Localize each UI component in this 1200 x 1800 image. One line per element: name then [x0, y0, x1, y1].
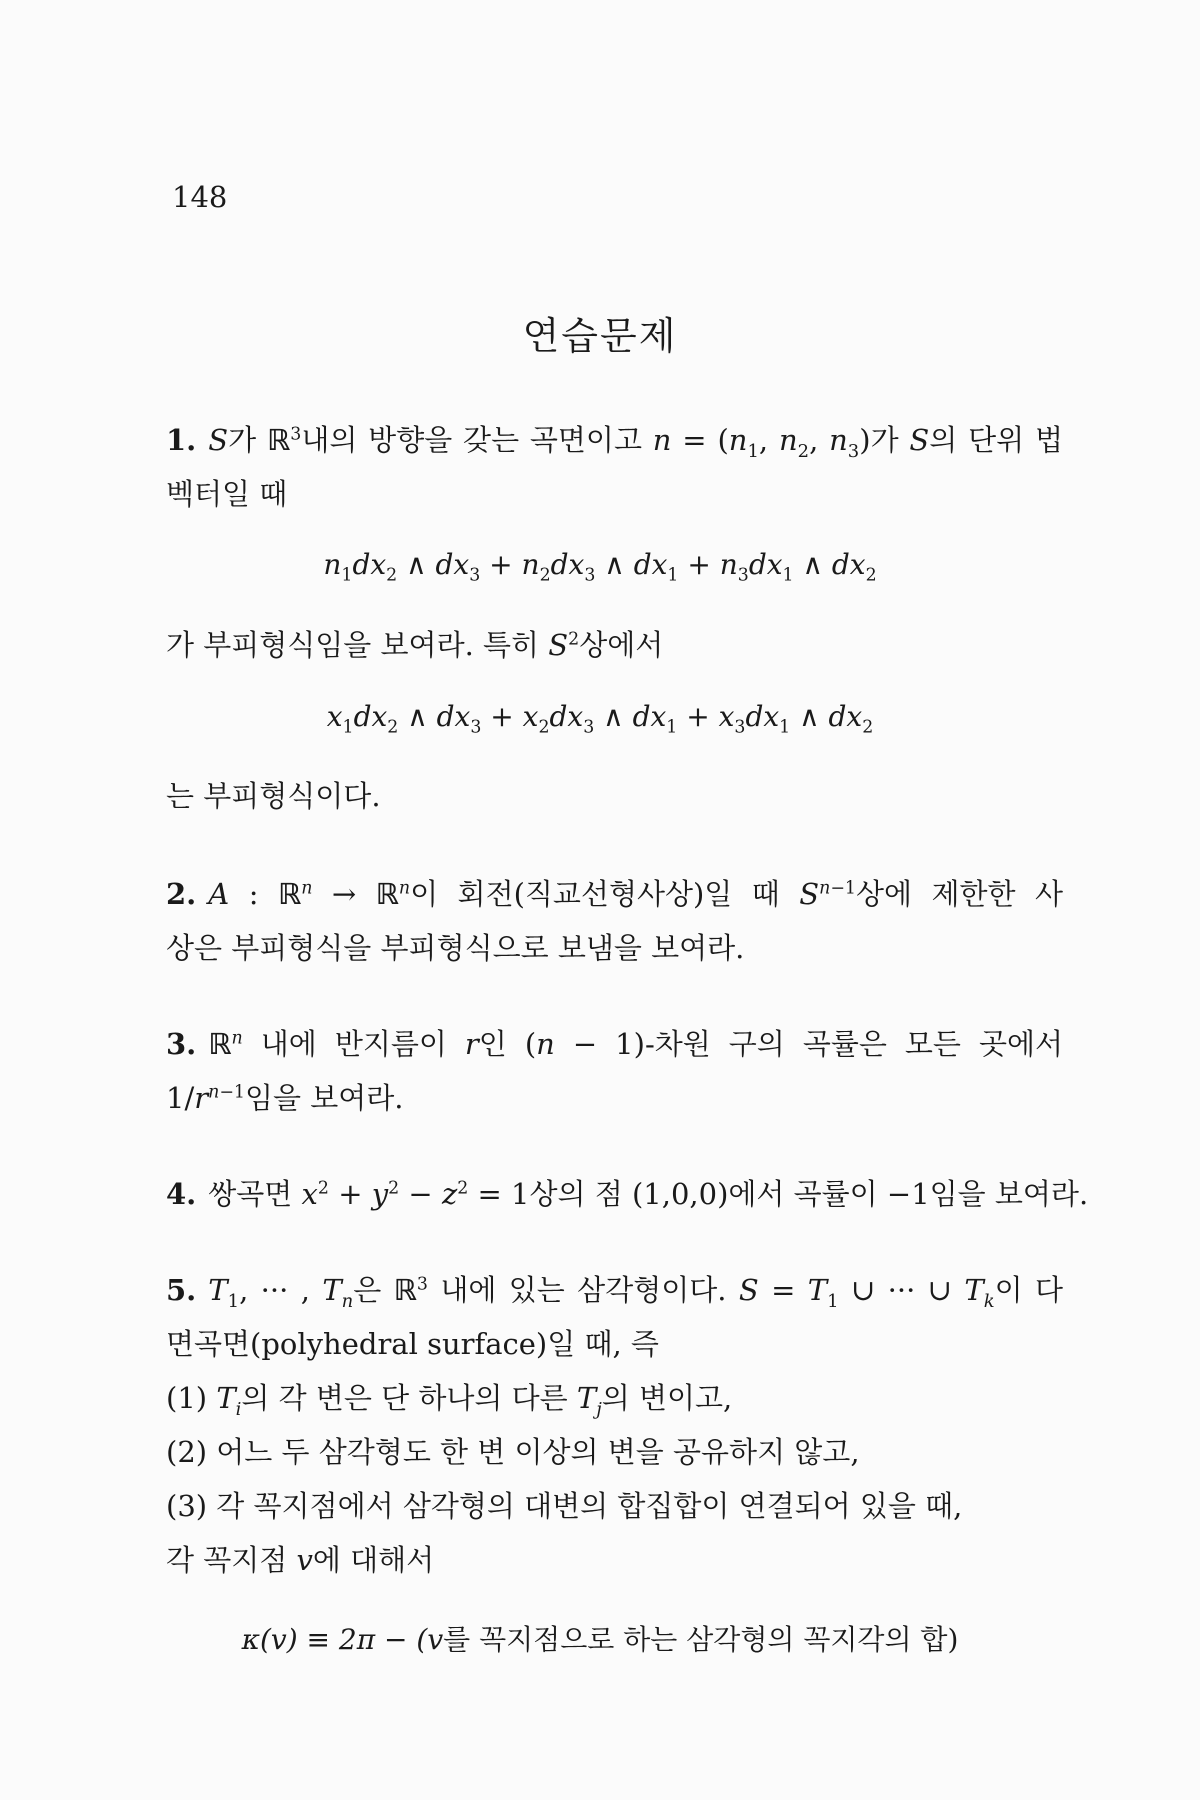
problem-1-line-2: 벡터일 때 [166, 477, 288, 511]
problem-5-line-1: 5. $T_1$, ··· , $T_n$은 ℝ$^3$ 내에 있는 삼각형이다. $S = T_1$ ∪ ··· ∪ $T_k$이 다 [166, 1273, 1064, 1312]
page-number: 148 [172, 180, 228, 214]
problem-1-line-3: 가 부피형식임을 보여라. 특히 $S^2$상에서 [166, 628, 664, 662]
equation-2: $x_1dx_2$ ∧ $dx_3 + x_2dx_3$ ∧ $dx_1 + x_3dx_1$ ∧ $dx_2$ [326, 700, 874, 738]
problem-1-line-4: 는 부피형식이다. [166, 779, 381, 813]
problem-1-line-1: 1. S가 ℝ$^3$내의 방향을 갖는 곡면이고 $n = (n_1$, $n_2$, $n_3$)가 S의 단위 법 [166, 423, 1063, 462]
problem-5-line-2: 면곡면(polyhedral surface)일 때, 즉 [166, 1327, 659, 1361]
equation-1: $n_1dx_2$ ∧ $dx_3 + n_2dx_3$ ∧ $dx_1 + n_3dx_1$ ∧ $dx_2$ [323, 548, 877, 586]
problem-2-line-1: 2. A : ℝ$^n$ → ℝ$^n$이 회전(직교선형사상)일 때 $S^{n-1}$상에 제한한 사 [166, 877, 1063, 911]
problem-5-condition-2: (2) 어느 두 삼각형도 한 변 이상의 변을 공유하지 않고, [166, 1435, 860, 1469]
problem-5-condition-3: (3) 각 꼭지점에서 삼각형의 대변의 합집합이 연결되어 있을 때, [166, 1489, 963, 1523]
equation-3: κ(v) ≡ 2π − (v를 꼭지점으로 하는 삼각형의 꼭지각의 합) [241, 1623, 959, 1656]
problem-2-line-2: 상은 부피형식을 부피형식으로 보냄을 보여라. [166, 931, 745, 965]
section-title: 연습문제 [522, 314, 678, 358]
problem-3-line-1: 3. ℝ$^n$ 내에 반지름이 r인 (n − 1)-차원 구의 곡률은 모든 곳에서 [166, 1027, 1063, 1061]
problem-5-line-last: 각 꼭지점 v에 대해서 [166, 1543, 435, 1577]
problem-3-line-2: $1/r^{n-1}$임을 보여라. [166, 1081, 404, 1115]
problem-4-line-1: 4. 쌍곡면 $x^2 + y^2 - z^2 = 1$상의 점 (1,0,0)에서 곡률이 −1임을 보여라. [166, 1177, 1089, 1211]
problem-5-condition-1: (1) $T_i$의 각 변은 단 하나의 다른 $T_j$의 변이고, [166, 1381, 733, 1420]
